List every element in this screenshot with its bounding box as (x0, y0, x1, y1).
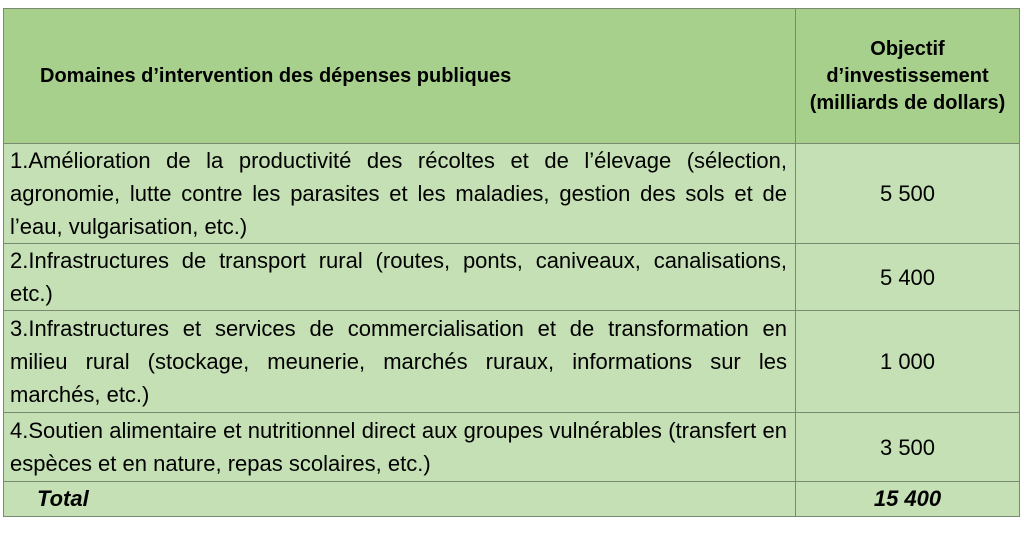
table-row (4, 144, 1020, 244)
total-label: Total (4, 482, 796, 517)
table-row (4, 413, 1020, 482)
table-row (4, 244, 1020, 311)
row-description: 4.Soutien alimentaire et nutritionnel direct aux groupes vulnérables (transfert en espèces et en nature, repas scolaires, etc.) (4, 413, 796, 482)
row-description: 2.Infrastructures de transport rural (routes, ponts, caniveaux, canalisations, etc.) (4, 244, 796, 311)
header-investment-target: Objectif d’investissement (milliards de dollars) (796, 9, 1020, 144)
header-domain: Domaines d’intervention des dépenses publiques (4, 9, 796, 144)
row-value: 5 500 (796, 144, 1020, 244)
investment-table (3, 8, 1020, 517)
table-header-row (4, 9, 1020, 144)
row-value: 1 000 (796, 311, 1020, 413)
total-row (4, 482, 1020, 517)
row-description: 3.Infrastructures et services de commercialisation et de transformation en milieu rural (stockage, meunerie, marchés ruraux, informations sur les marchés, etc.) (4, 311, 796, 413)
row-description: 1.Amélioration de la productivité des récoltes et de l’élevage (sélection, agronomie, lutte contre les parasites et les maladies, gestion des sols et de l’eau, vulgarisation, etc.) (4, 144, 796, 244)
row-value: 5 400 (796, 244, 1020, 311)
table-row (4, 311, 1020, 413)
row-value: 3 500 (796, 413, 1020, 482)
total-value: 15 400 (796, 482, 1020, 517)
